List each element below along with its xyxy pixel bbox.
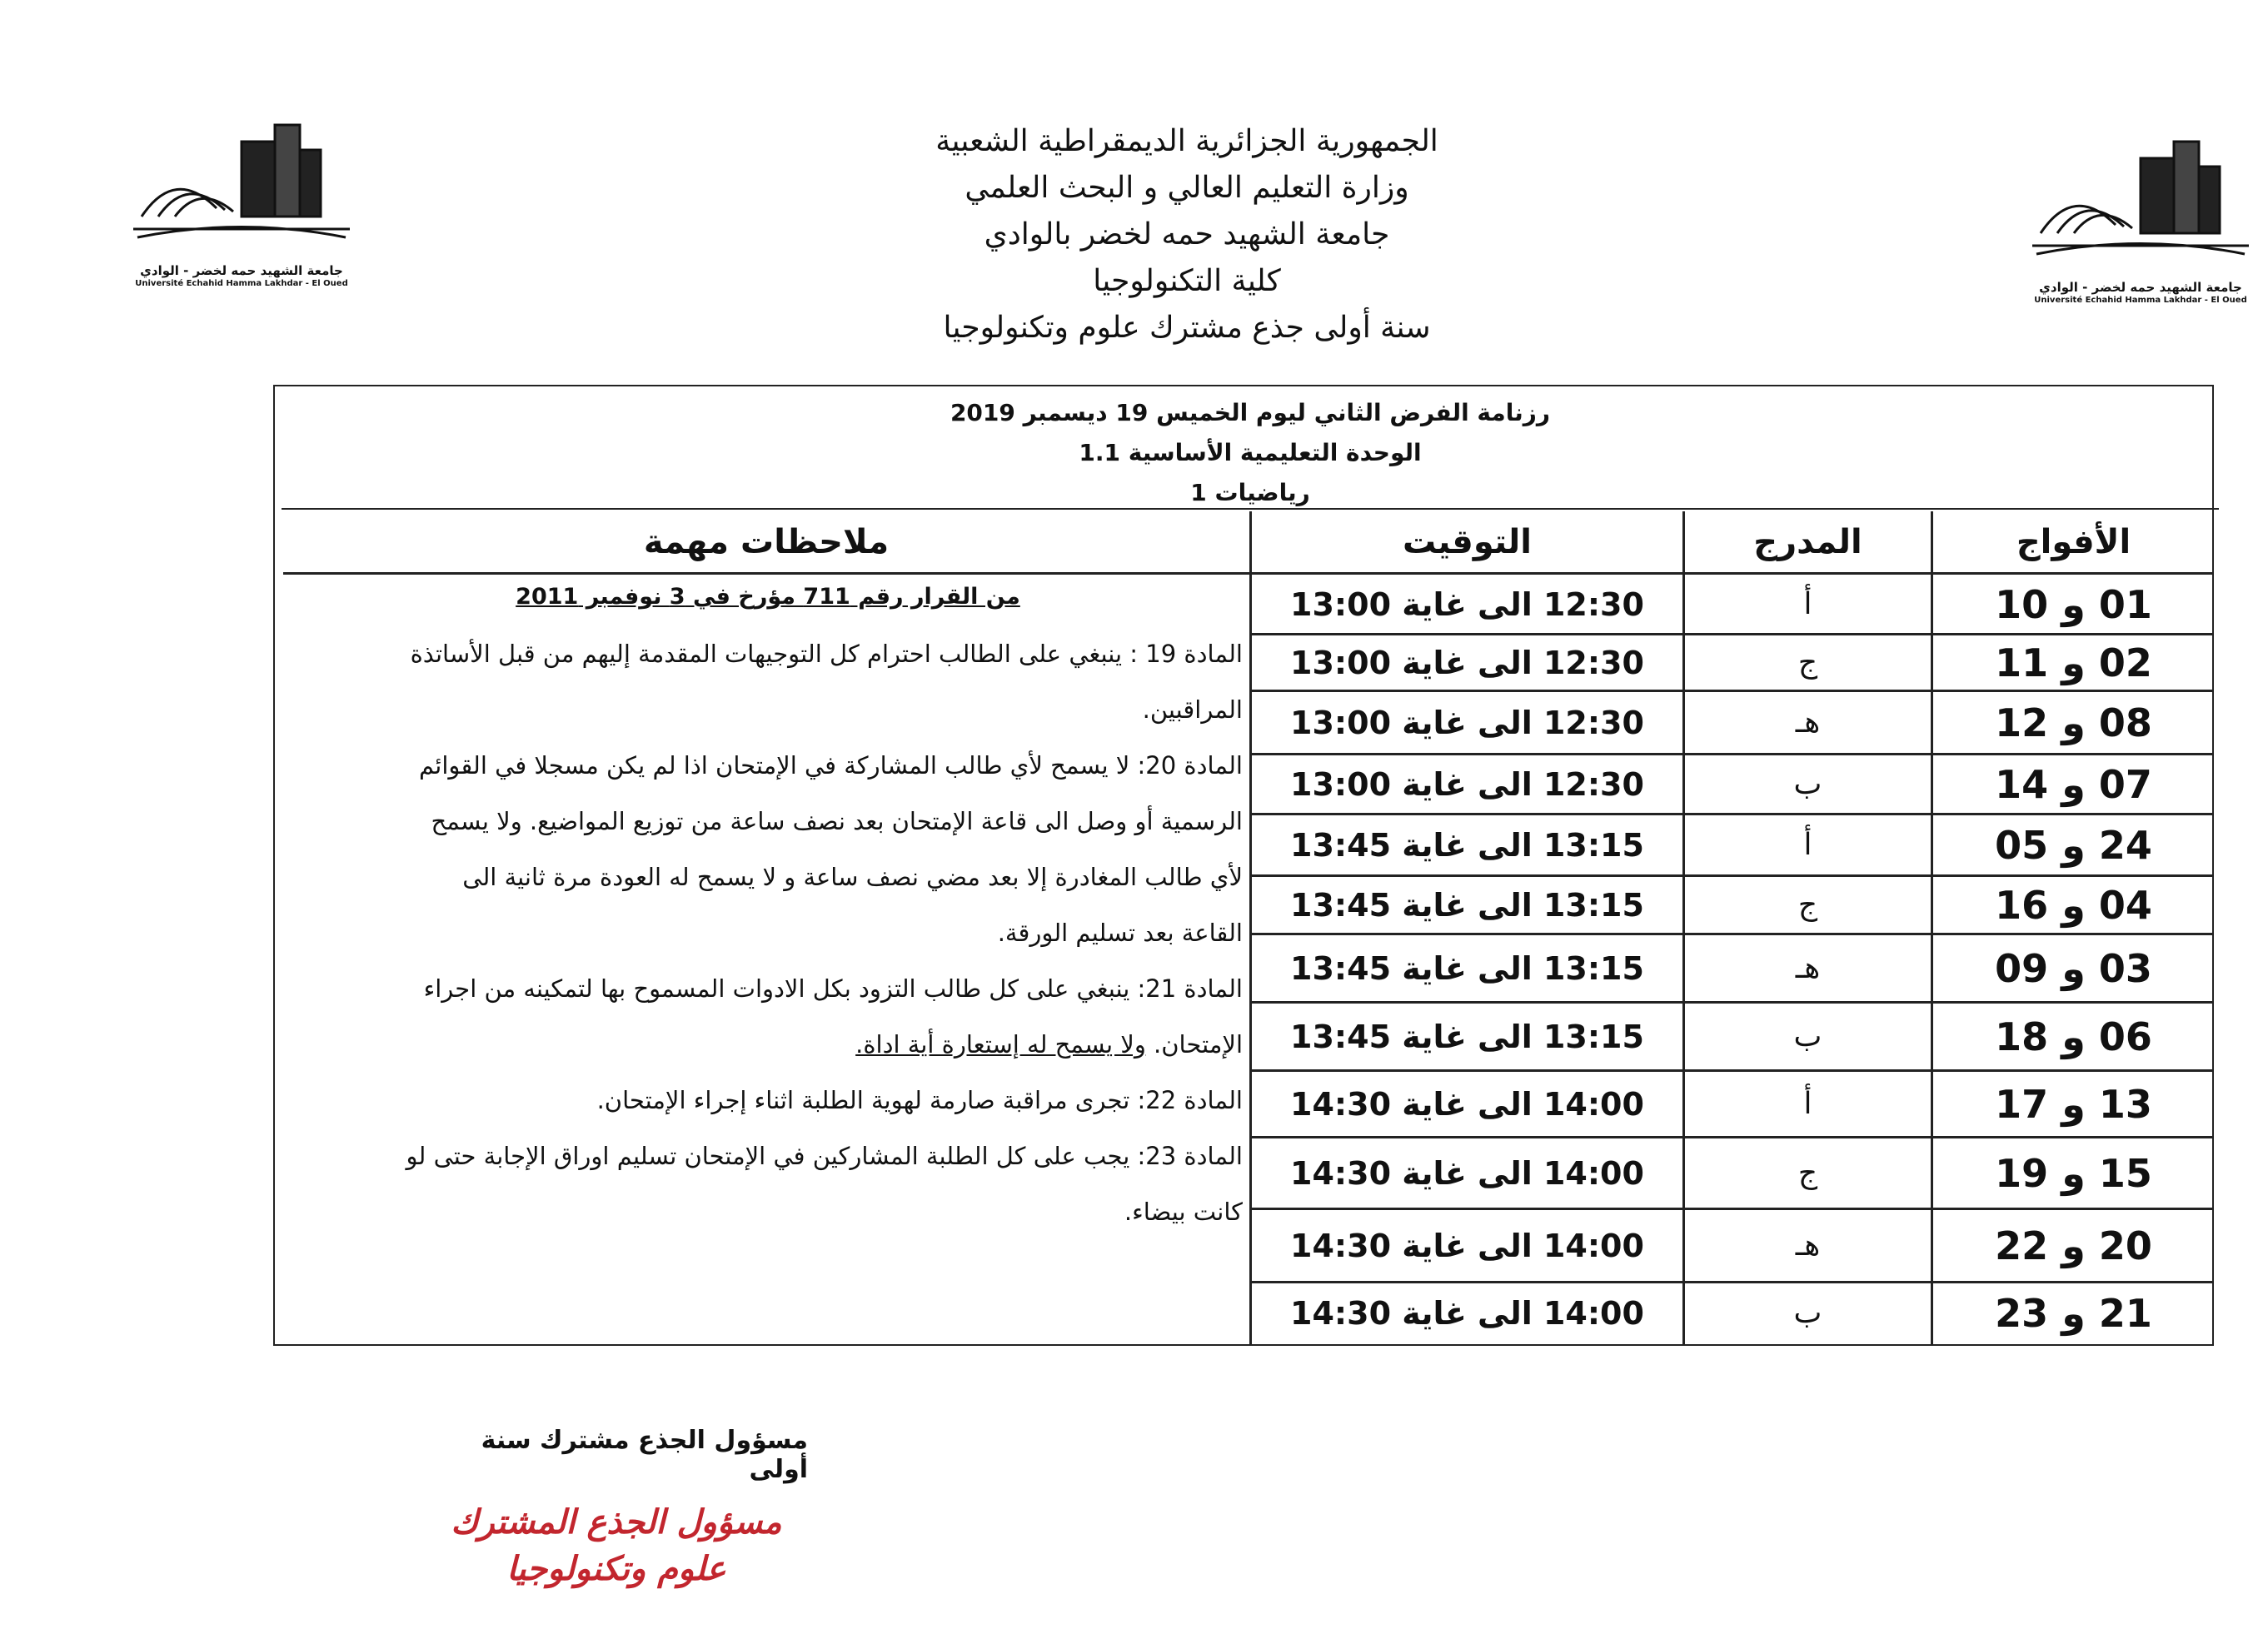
article-20-line: المادة 20: لا يسمح لأي طالب المشاركة في الإمتحان اذا لم يكن مسجلا في القوائم [418, 751, 1243, 780]
time-cell: 12:30 الى غاية 13:00 [1290, 645, 1644, 681]
time-cell: 14:00 الى غاية 14:30 [1290, 1228, 1644, 1264]
time-cell: 12:30 الى غاية 13:00 [1290, 705, 1644, 741]
column-header-time: التوقيت [1252, 511, 1682, 575]
logo-caption-french: Université Echahid Hamma Lakhdar - El Oued [135, 279, 348, 288]
article-21-line [293, 1017, 1243, 1073]
official-stamp [400, 1499, 833, 1592]
logo-caption-arabic: جامعة الشهيد حمه لخضر - الوادي [140, 263, 343, 278]
article-21-line: المادة 21: ينبغي على كل طالب التزود بكل الادوات المسموح بها لتمكينه من اجراء [423, 974, 1243, 1003]
hall-cell: ج [1797, 1156, 1818, 1190]
logo-caption-arabic: جامعة الشهيد حمه لخضر - الوادي [2039, 280, 2242, 295]
hall-cell: ب [1793, 1019, 1822, 1054]
university-logo-right [2024, 133, 2257, 308]
header-ministry: وزارة التعليم العالي و البحث العلمي [965, 171, 1409, 205]
time-cell: 14:00 الى غاية 14:30 [1290, 1086, 1644, 1123]
groups-cell: 03 و 09 [1995, 946, 2152, 991]
university-logo-left [125, 117, 358, 291]
hall-cell: أ [1803, 828, 1812, 862]
stamp-line: علوم وتكنولوجيا [506, 1549, 726, 1588]
groups-cell: 13 و 17 [1995, 1082, 2152, 1127]
time-cell: 12:30 الى غاية 13:00 [1290, 766, 1644, 803]
groups-cell: 02 و 11 [1995, 640, 2152, 685]
column-header-notes: ملاحظات مهمة [283, 511, 1249, 575]
groups-cell: 24 و 05 [1995, 823, 2152, 868]
article-19-line: المراقبين. [1142, 695, 1243, 724]
article-19-line: المادة 19 : ينبغي على الطالب احترام كل التوجيهات المقدمة إليهم من قبل الأساتذة [410, 640, 1243, 668]
article-21-underlined: ولا يسمح له إستعارة أية اداة. [855, 1030, 1146, 1059]
schedule-subject: رياضيات 1 [1190, 479, 1310, 506]
time-cell: 13:15 الى غاية 13:45 [1290, 827, 1644, 864]
time-cell: 12:30 الى غاية 13:00 [1290, 586, 1644, 623]
time-cell: 13:15 الى غاية 13:45 [1290, 950, 1644, 987]
important-notes [293, 580, 1243, 1240]
article-23-line: كانت بيضاء. [1124, 1198, 1243, 1226]
time-cell: 14:00 الى غاية 14:30 [1290, 1155, 1644, 1192]
article-22-line: المادة 22: تجرى مراقبة صارمة لهوية الطلبة اثناء إجراء الإمتحان. [596, 1086, 1243, 1114]
hall-cell: ب [1793, 767, 1822, 801]
schedule-title-block [282, 390, 2219, 510]
header-faculty: كلية التكنولوجيا [1093, 264, 1281, 298]
hall-cell: ج [1797, 645, 1818, 680]
hall-cell: أ [1803, 587, 1812, 621]
groups-cell: 15 و 19 [1995, 1151, 2152, 1196]
article-23-line: المادة 23: يجب على كل الطلبة المشاركين في الإمتحان تسليم اوراق الإجابة حتى لو [406, 1142, 1243, 1170]
article-20-line: الرسمية أو وصل الى قاعة الإمتحان بعد نصف ساعة من توزيع المواضيع. ولا يسمح [431, 807, 1243, 835]
groups-cell: 04 و 16 [1995, 883, 2152, 928]
logo-caption-french: Université Echahid Hamma Lakhdar - El Oued [2034, 296, 2247, 305]
column-header-groups: الأفواج [1933, 511, 2214, 575]
time-cell: 13:15 الى غاية 13:45 [1290, 887, 1644, 924]
hall-cell: هـ [1795, 705, 1821, 740]
hall-cell: هـ [1795, 951, 1821, 985]
groups-cell: 21 و 23 [1995, 1291, 2152, 1336]
article-21-text: الإمتحان. [1154, 1030, 1243, 1059]
groups-cell: 20 و 22 [1995, 1223, 2152, 1268]
hall-cell: أ [1803, 1087, 1812, 1121]
header-year: سنة أولى جذع مشترك علوم وتكنولوجيا [943, 311, 1431, 345]
notes-reference: من القرار رقم 711 مؤرخ في 3 نوفمبر 2011 [516, 584, 1020, 610]
header-republic: الجمهورية الجزائرية الديمقراطية الشعبية [935, 124, 1438, 158]
groups-cell: 07 و 14 [1995, 762, 2152, 807]
time-cell: 13:15 الى غاية 13:45 [1290, 1019, 1644, 1055]
header-university: جامعة الشهيد حمه لخضر بالوادي [984, 217, 1390, 252]
groups-cell: 06 و 18 [1995, 1014, 2152, 1059]
stamp-line: مسؤول الجذع المشترك [451, 1502, 782, 1542]
signatory-title: مسؤول الجذع مشترك سنة أولى [481, 1426, 808, 1484]
article-20-line: القاعة بعد تسليم الورقة. [997, 919, 1243, 947]
article-20-line: لأي طالب المغادرة إلا بعد مضي نصف ساعة و لا يسمح له العودة مرة ثانية الى [462, 863, 1243, 891]
hall-cell: ج [1797, 888, 1818, 922]
groups-cell: 08 و 12 [1995, 700, 2152, 745]
university-emblem-icon [125, 117, 358, 258]
document-header [833, 118, 1541, 351]
hall-cell: هـ [1795, 1228, 1821, 1263]
schedule-title: رزنامة الفرض الثاني ليوم الخميس 19 ديسمبر 2019 [950, 399, 1551, 426]
groups-cell: 01 و 10 [1995, 582, 2152, 627]
column-header-hall: المدرج [1685, 511, 1931, 575]
hall-cell: ب [1793, 1296, 1822, 1330]
university-emblem-icon [2024, 133, 2257, 275]
time-cell: 14:00 الى غاية 14:30 [1290, 1295, 1644, 1332]
schedule-unit: الوحدة التعليمية الأساسية 1.1 [1079, 439, 1422, 466]
